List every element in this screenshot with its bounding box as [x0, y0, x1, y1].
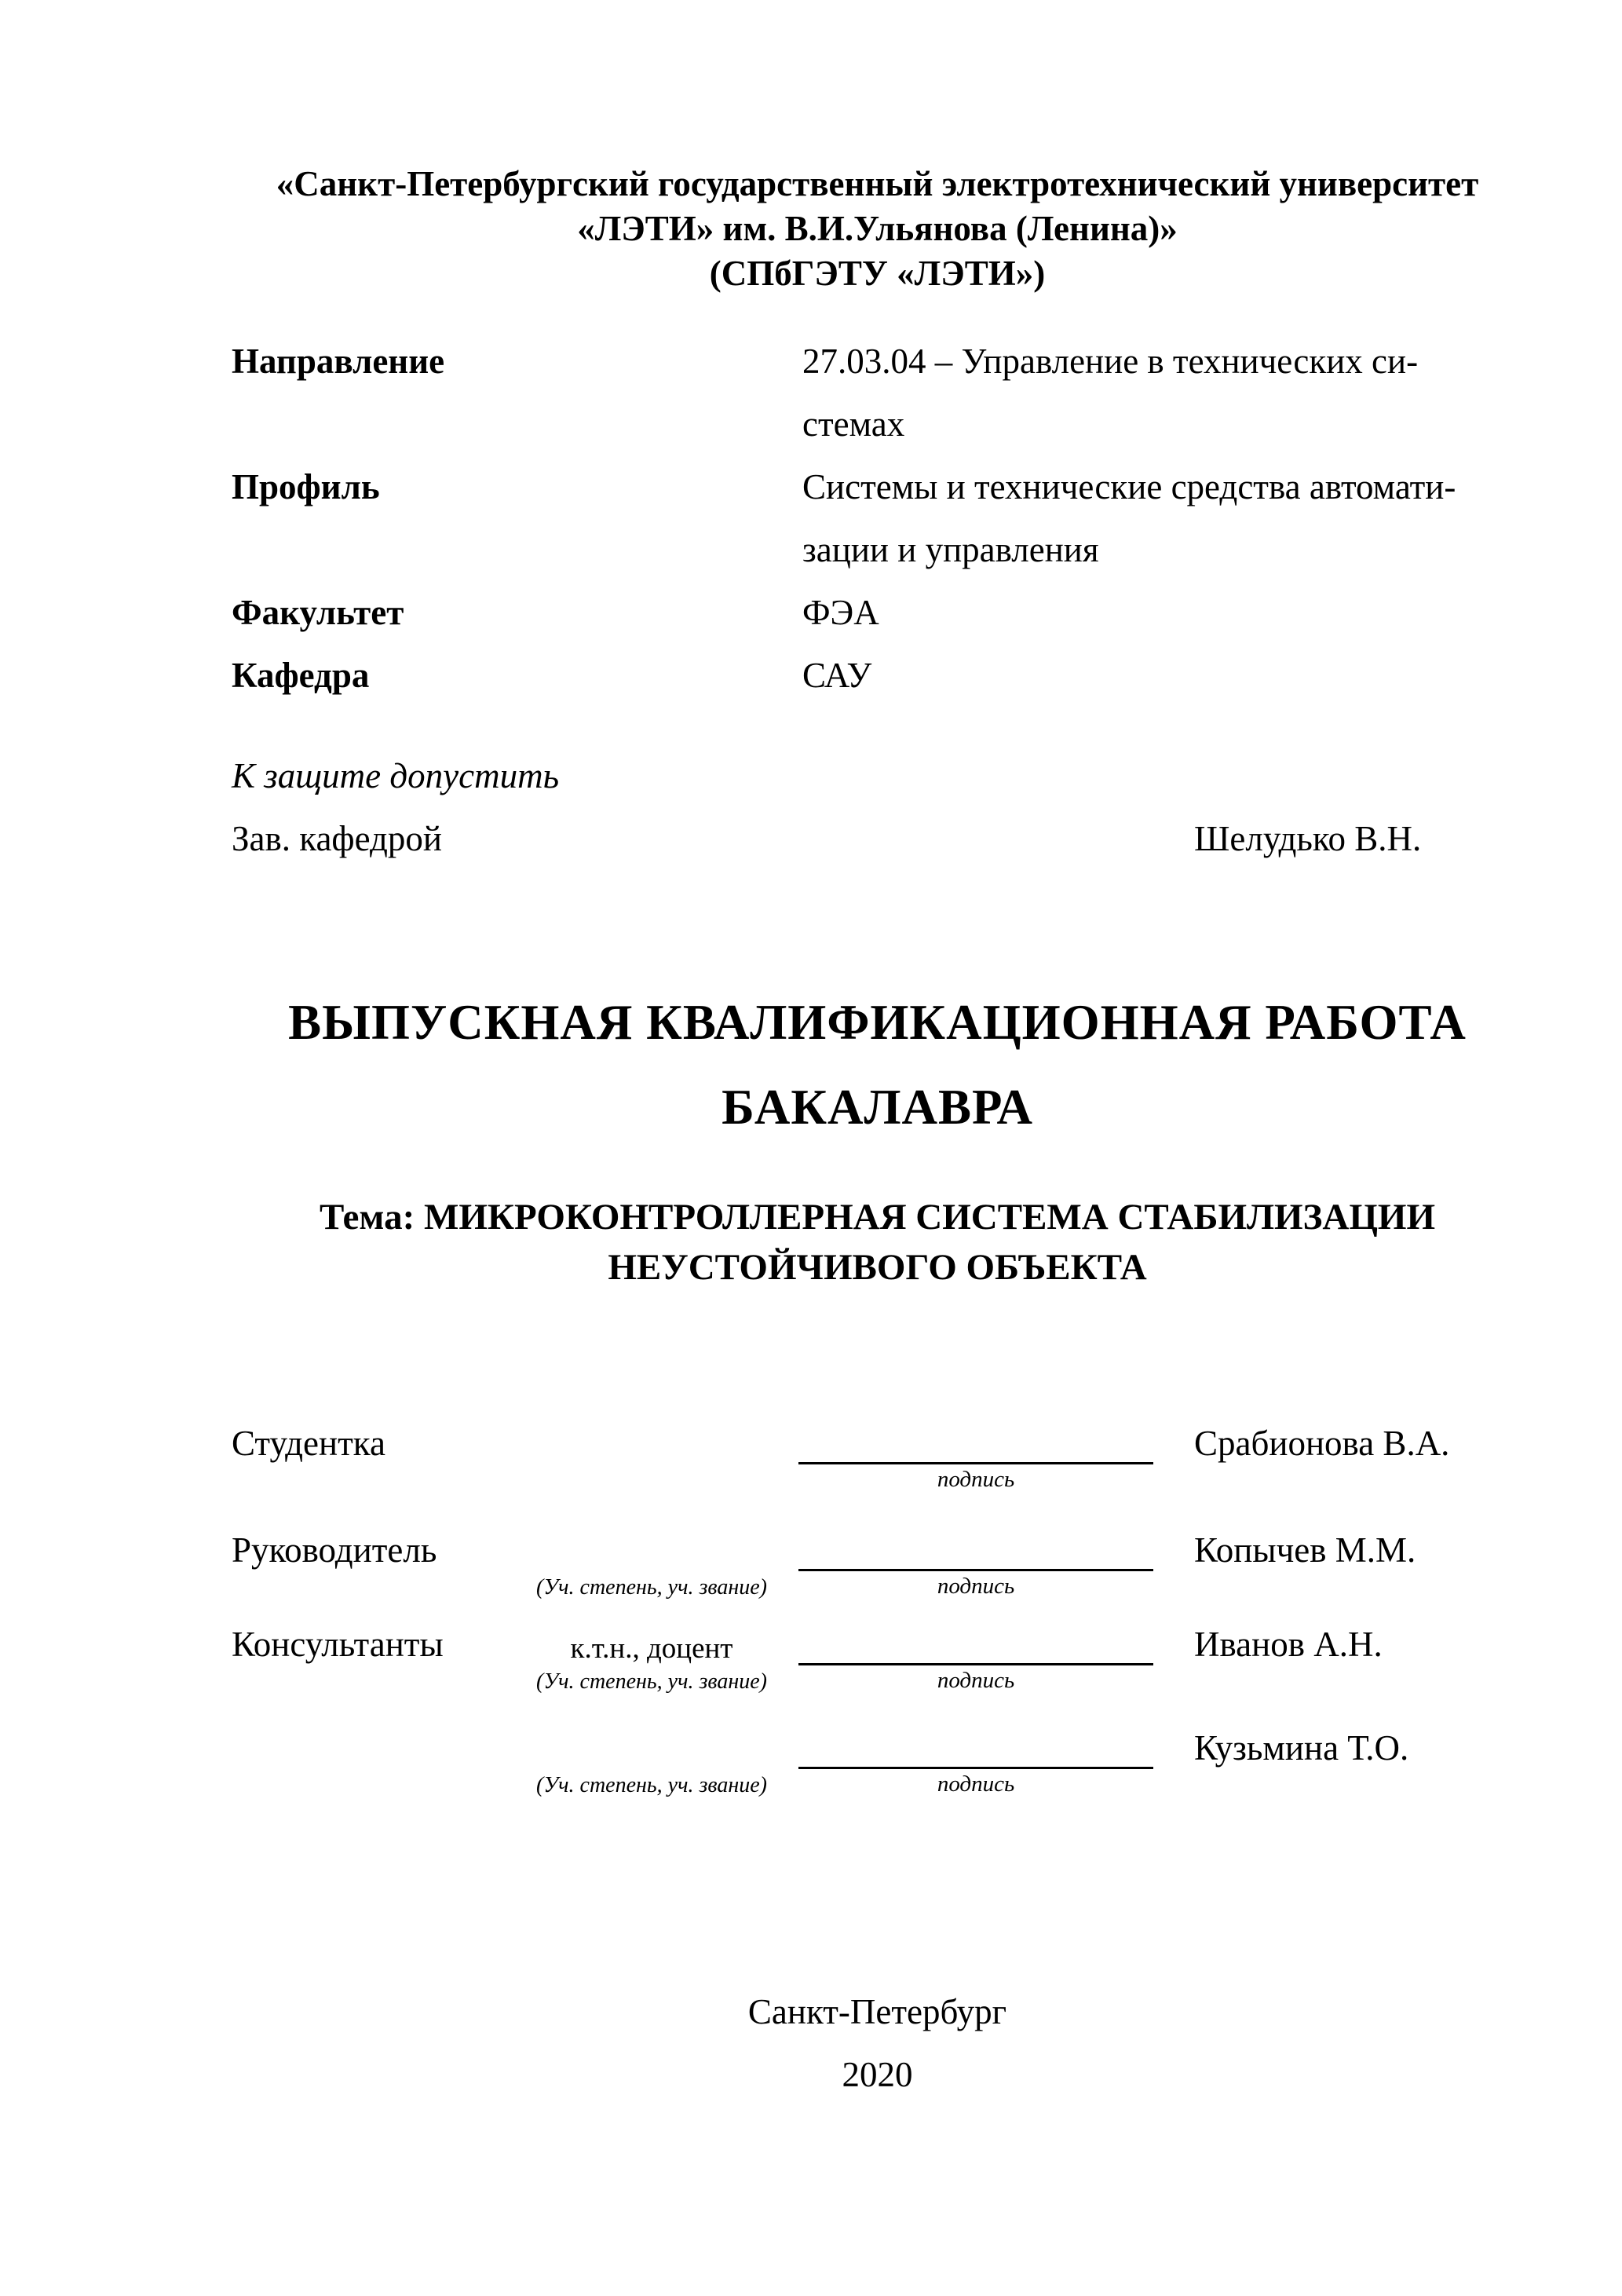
faculty-label: Факультет [232, 593, 404, 632]
thesis-theme-line2: НЕУСТОЙЧИВОГО ОБЪЕКТА [608, 1247, 1147, 1288]
direction-label: Направление [232, 342, 445, 381]
department-value-line1: САУ [802, 656, 872, 695]
consultants-role-label: Консультанты [232, 1625, 444, 1664]
footer-year: 2020 [842, 2055, 913, 2094]
profile-label: Профиль [232, 467, 380, 506]
signature-line [798, 1724, 1153, 1769]
profile-value-line1: Системы и технические средства автомати- [802, 467, 1456, 506]
signature-line [798, 1420, 1153, 1464]
supervisor-role-label: Руководитель [232, 1530, 437, 1570]
department-label: Кафедра [232, 656, 370, 695]
info-row-profile [232, 455, 1527, 581]
profile-value [802, 455, 1527, 581]
signature-row-consultant-1 [0, 1621, 1622, 1727]
supervisor-name: Копычев М.М. [1194, 1530, 1416, 1570]
page-footer [232, 1980, 1523, 2106]
student-name: Срабионова В.А. [1194, 1424, 1450, 1463]
university-header [232, 162, 1523, 296]
signature-caption: подпись [937, 1771, 1015, 1797]
profile-value-line2: зации и управления [802, 530, 1099, 569]
signature-row-supervisor [0, 1526, 1622, 1633]
signature-line [798, 1621, 1153, 1665]
main-title [232, 980, 1523, 1150]
degree-caption: (Уч. степень, уч. звание) [536, 1575, 767, 1600]
signature-row-consultant-2 [0, 1724, 1622, 1831]
degree-caption: (Уч. степень, уч. звание) [536, 1773, 767, 1797]
signature-row-student [0, 1420, 1622, 1526]
head-of-department-name: Шелудько В.Н. [1194, 819, 1422, 858]
footer-city: Санкт-Петербург [747, 1992, 1007, 2031]
signature-line [798, 1526, 1153, 1571]
main-title-line1: ВЫПУСКНАЯ КВАЛИФИКАЦИОННАЯ РАБОТА [288, 995, 1467, 1050]
main-title-line2: БАКАЛАВРА [721, 1080, 1033, 1135]
faculty-value [802, 581, 1527, 644]
signature-caption: подпись [937, 1668, 1015, 1693]
consultant-1-degree-value: к.т.н., доцент [570, 1632, 733, 1665]
consultant-2-signature-block [798, 1724, 1153, 1799]
faculty-value-line1: ФЭА [802, 593, 879, 632]
direction-value [802, 330, 1527, 455]
student-signature-block [798, 1420, 1153, 1494]
consultant-1-signature-block [798, 1621, 1153, 1695]
head-of-department-label: Зав. кафедрой [232, 819, 442, 858]
degree-caption: (Уч. степень, уч. звание) [536, 1669, 767, 1694]
university-name-line1: «Санкт-Петербургский государственный электротехнический университет [276, 164, 1479, 203]
consultant-2-name: Кузьмина Т.О. [1194, 1728, 1409, 1768]
admission-phrase: К защите допустить [232, 756, 560, 795]
supervisor-signature-block [798, 1526, 1153, 1601]
signature-caption: подпись [937, 1467, 1015, 1492]
university-abbreviation: (СПбГЭТУ «ЛЭТИ») [709, 254, 1046, 293]
university-name-line2: «ЛЭТИ» им. В.И.Ульянова (Ленина)» [577, 209, 1178, 248]
signature-caption: подпись [937, 1574, 1015, 1599]
info-row-faculty [232, 581, 1527, 644]
department-value [802, 644, 1527, 707]
programme-info-table [232, 330, 1527, 707]
info-row-direction [232, 330, 1527, 455]
direction-value-line1: 27.03.04 – Управление в технических си- [802, 342, 1419, 381]
thesis-theme [232, 1192, 1523, 1292]
admission-block [232, 744, 1527, 870]
admission-row [232, 807, 1527, 870]
info-row-department [232, 644, 1527, 707]
consultant-1-name: Иванов А.Н. [1194, 1625, 1383, 1664]
direction-value-line2: стемах [802, 404, 905, 444]
student-role-label: Студентка [232, 1424, 385, 1463]
thesis-theme-line1: Тема: МИКРОКОНТРОЛЛЕРНАЯ СИСТЕМА СТАБИЛИЗАЦИИ [319, 1197, 1436, 1238]
